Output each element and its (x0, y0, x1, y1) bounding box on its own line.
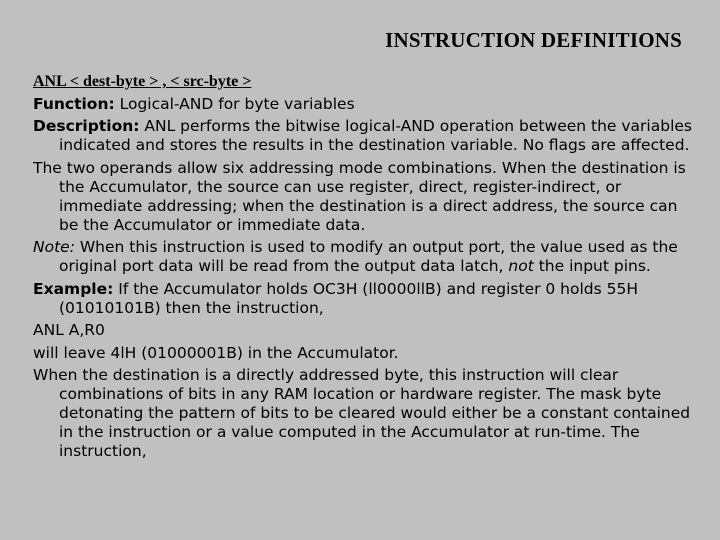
slide-title: INSTRUCTION DEFINITIONS (385, 28, 682, 52)
result-paragraph: will leave 4lH (01000001B) in the Accumulator. (33, 343, 399, 362)
function-text: Logical-AND for byte variables (114, 94, 355, 113)
closing-paragraph: When the destination is a directly addressed byte, this instruction will clear combinations of bits in any RAM location or hardware register. The mask byte detonating the pattern of bits to be cleared would either be a constant contained in the instruction or a value computed in the Accumulator at run-time. The instruction, (33, 366, 691, 460)
note-text-before: When this instruction is used to modify an output port, the value used as the original port data will be read from the output data latch, (59, 238, 678, 275)
instruction-syntax: ANL < dest-byte > , < src-byte > (33, 73, 252, 90)
note-paragraph (33, 238, 693, 276)
instruction-line: ANL A,R0 (33, 321, 105, 339)
slide-body (33, 72, 693, 465)
operands-paragraph: The two operands allow six addressing mode combinations. When the destination is the Accumulator, the source can use register, direct, register-indirect, or immediate addressing; when the destination is a direct address, the source can be the Accumulator or immediate data. (33, 158, 686, 234)
note-text-after: the input pins. (533, 257, 651, 275)
description-paragraph (33, 117, 693, 155)
example-text: If the Accumulator holds OC3H (ll0000llB) and register 0 holds 55H (01010101B) then the instruction, (59, 279, 639, 317)
example-paragraph (33, 280, 693, 318)
note-emphasis: not (508, 257, 534, 275)
description-text: ANL performs the bitwise logical-AND operation between the variables indicated and stores the results in the destination variable. No flags are affected. (59, 117, 692, 154)
example-label: Example: (33, 279, 114, 298)
function-paragraph (33, 95, 693, 114)
note-label: Note: (33, 238, 75, 256)
instruction-heading (33, 72, 693, 91)
description-label: Description: (33, 117, 140, 135)
function-label: Function: (33, 94, 115, 113)
